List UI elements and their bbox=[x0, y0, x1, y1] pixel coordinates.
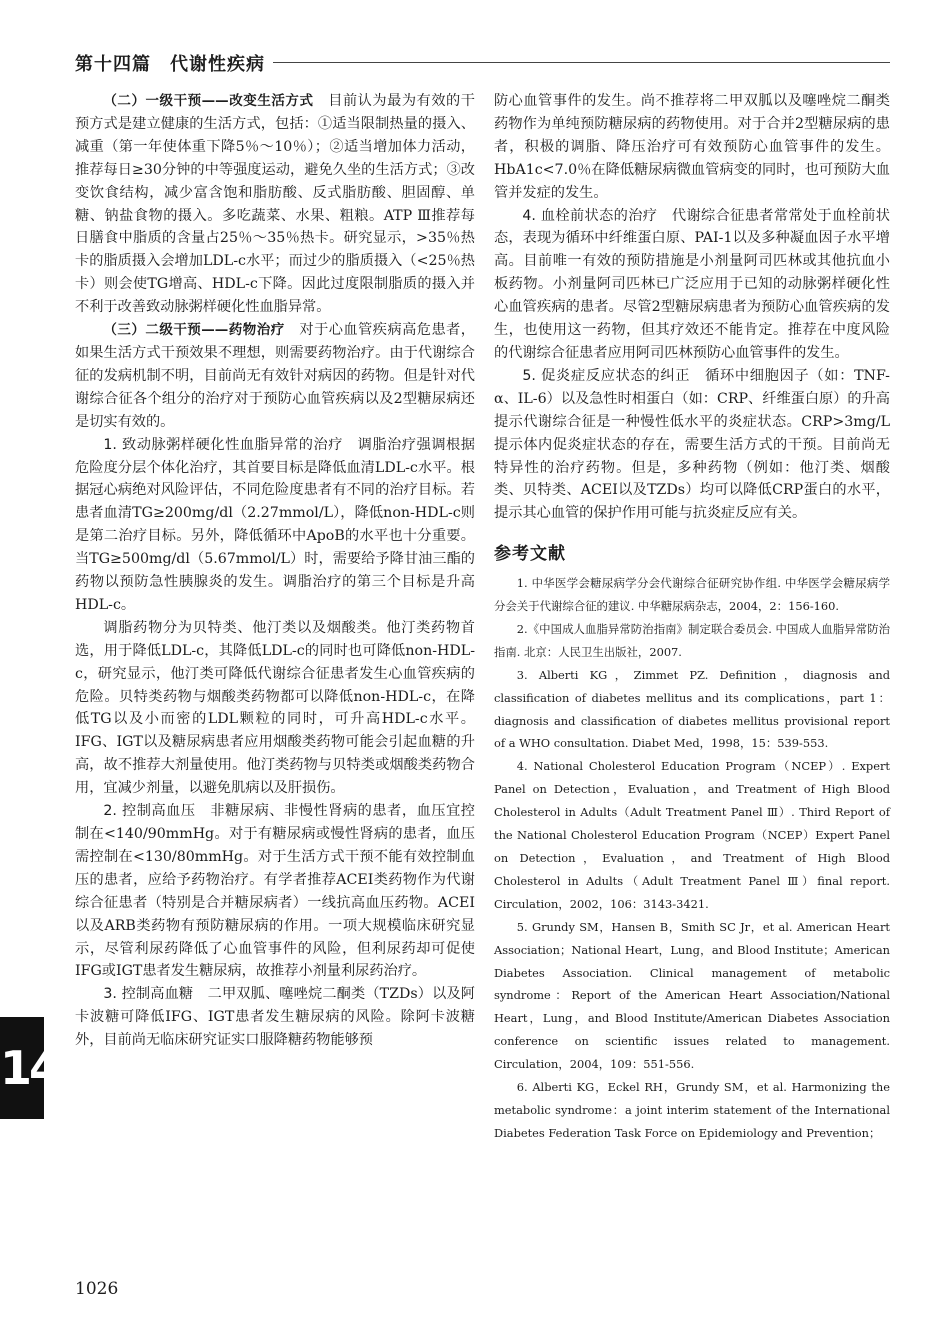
chapter-tab: 14 bbox=[0, 1017, 44, 1119]
left-column bbox=[75, 90, 475, 1052]
part-title: 第十四篇 代谢性疾病 bbox=[75, 54, 265, 75]
paragraph-text: 二甲双胍、噻唑烷二酮类（TZDs）以及阿卡波糖可降低IFG、IGT患者发生糖尿病的风险。除阿卡波糖外，目前尚无临床研究证实口服降糖药物能够预 bbox=[75, 986, 475, 1049]
subheading-hypertension: 2. 控制高血压 bbox=[103, 803, 196, 820]
subheading-hyperglycemia: 3. 控制高血糖 bbox=[103, 986, 194, 1003]
paragraph-text: 目前认为最为有效的干预方式是建立健康的生活方式，包括：①适当限制热量的摄入、减重（第一年使体重下降5％～10％）；②适当增加体力活动，推荐每日≥30分钟的中等强度运动，避免久坐的生活方式；③改变饮食结构，减少富含饱和脂肪酸、反式脂肪酸、胆固醇、单糖、钠盐食物的摄入。多吃蔬菜、水果、粗粮。ATP Ⅲ推荐每日膳食中脂质的含量占25％～35％热卡。研究显示，>35％热卡的脂质摄入会增加LDL-c水平；而过少的脂质摄入（<25％热卡）则会使TG增高、HDL-c下降。因此过度限制脂质的摄入并不利于改善致动脉粥样硬化性血脂异常。 bbox=[75, 93, 475, 316]
paragraph-text: 对于心血管疾病高危患者，如果生活方式干预效果不理想，则需要药物治疗。由于代谢综合征的发病机制不明，目前尚无有效针对病因的药物。但是针对代谢综合征各个组分的治疗对于预防心血管疾病以及2型糖尿病还是切实有效的。 bbox=[75, 322, 475, 430]
reference-item: 3. Alberti KG，Zimmet PZ. Definition，diagnosis and classification of diabetes mellitus and its complications，part 1：diagnosis and classification of diabetes mellitus provisional report of a WHO consultation. Diabet Med，1998，15：539-553. bbox=[494, 667, 890, 751]
reference-item: 6. Alberti KG，Eckel RH，Grundy SM，et al. Harmonizing the metabolic syndrome：a joint interim statement of the International Diabetes Federation Task Force on Epidemiology and Prevention； bbox=[494, 1080, 890, 1140]
references-list bbox=[494, 572, 890, 1145]
paragraph-secondary-intervention bbox=[75, 319, 475, 434]
paragraph-text: 代谢综合征患者常常处于血栓前状态，表现为循环中纤维蛋白原、PAI-1以及多种凝血因子水平增高。目前唯一有效的预防措施是小剂量阿司匹林或其他抗血小板药物。小剂量阿司匹林已广泛应用于已知的动脉粥样硬化性心血管疾病的患者。尽管2型糖尿病患者为预防心血管疾病的发生，也使用这一药物，但其疗效还不能肯定。推荐在中度风险的代谢综合征患者应用阿司匹林预防心血管事件的发生。 bbox=[494, 207, 890, 361]
subheading-prothrombotic: 4. 血栓前状态的治疗 bbox=[522, 207, 658, 224]
subheading-secondary-intervention: （三）二级干预——药物治疗 bbox=[103, 322, 285, 339]
paragraph-proinflammatory bbox=[494, 365, 890, 525]
right-column bbox=[494, 90, 890, 1145]
paragraph-continued: 防心血管事件的发生。尚不推荐将二甲双胍以及噻唑烷二酮类药物作为单纯预防糖尿病的药物使用。对于合并2型糖尿病的患者，积极的调脂、降压治疗可有效预防心血管事件的发生。HbA1c<7.0％在降低糖尿病微血管病变的同时，也可预防大血管并发症的发生。 bbox=[494, 93, 890, 201]
subheading-proinflammatory: 5. 促炎症反应状态的纠正 bbox=[522, 367, 691, 384]
reference-item: 5. Grundy SM，Hansen B，Smith SC Jr，et al. American Heart Association；National Heart，Lung，and Blood Institute；American Diabetes Association. Clinical management of metabolic syndrome：Report of the American Heart Association/National Heart，Lung，and Blood Institute/American Diabetes Association conference on scientific issues related to management. Circulation，2004，109：551-556. bbox=[494, 919, 890, 1072]
reference-item: 4. National Cholesterol Education Program（NCEP）. Expert Panel on Detection，Evaluation，and Treatment of High Blood Cholesterol in Adults（Adult Treatment Panel Ⅲ）. Third Report of the National Cholesterol Education Program（NCEP）Expert Panel on Detection，Evaluation，and Treatment of High Blood Cholesterol in Adults（Adult Treatment Panel Ⅲ）final report. Circulation，2002，106：3143-3421. bbox=[494, 759, 890, 911]
header-rule bbox=[273, 62, 890, 63]
paragraph-text: 调脂治疗强调根据危险度分层个体化治疗，其首要目标是降低血清LDL-c水平。根据冠心病绝对风险评估，不同危险度患者有不同的治疗目标。若患者血清TG≥200mg/dl（2.27mmol/L），降低non-HDL-c则是第二治疗目标。另外，降低循环中ApoB的水平也十分重要。当TG≥500mg/dl（5.67mmol/L）时，需要给予降甘油三酯的药物以预防急性胰腺炎的发生。调脂治疗的第三个目标是升高HDL-c。 bbox=[75, 436, 475, 613]
subheading-dyslipidemia: 1. 致动脉粥样硬化性血脂异常的治疗 bbox=[103, 436, 343, 453]
paragraph-dyslipidemia bbox=[75, 434, 475, 617]
page-header bbox=[75, 42, 890, 82]
paragraph-prothrombotic bbox=[494, 205, 890, 365]
subheading-primary-intervention: （二）一级干预——改变生活方式 bbox=[103, 93, 314, 109]
paragraph-lipid-drugs: 调脂药物分为贝特类、他汀类以及烟酸类。他汀类药物首选，用于降低LDL-c，其降低LDL-c的同时也可降低non-HDL-c，研究显示，他汀类可降低代谢综合征患者发生心血管疾病的危险。贝特类药物与烟酸类药物都可以降低non-HDL-c，在降低TG以及小而密的LDL颗粒的同时，可升高HDL-c水平。IFG、IGT以及糖尿病患者应用烟酸类药物可能会引起血糖的升高，故不推荐大剂量使用。他汀类药物与贝特类或烟酸类药物合用，宜减少剂量，以避免肌病以及肝损伤。 bbox=[75, 619, 475, 797]
paragraph-text: 非糖尿病、非慢性肾病的患者，血压宜控制在<140/90mmHg。对于有糖尿病或慢性肾病的患者，血压需控制在<130/80mmHg。对于生活方式干预不能有效控制血压的患者，应给予药物治疗。有学者推荐ACEI类药物作为代谢综合征患者（特别是合并糖尿病者）一线抗高血压药物。ACEI以及ARB类药物有预防糖尿病的作用。一项大规模临床研究显示，尽管利尿药降低了心血管事件的风险，但利尿药却可促使IFG或IGT患者发生糖尿病，故推荐小剂量利尿药治疗。 bbox=[75, 803, 475, 980]
paragraph-hypertension bbox=[75, 800, 475, 983]
paragraph-hyperglycemia bbox=[75, 983, 475, 1052]
paragraph-primary-intervention bbox=[75, 90, 475, 319]
reference-item: 1. 中华医学会糖尿病学分会代谢综合征研究协作组. 中华医学会糖尿病学分会关于代谢综合征的建议. 中华糖尿病杂志，2004，2：156-160. bbox=[494, 576, 890, 614]
page-number: 1026 bbox=[75, 1279, 119, 1299]
references-heading: 参考文献 bbox=[494, 544, 566, 565]
reference-item: 2.《中国成人血脂异常防治指南》制定联合委员会. 中国成人血脂异常防治指南. 北京：人民卫生出版社，2007. bbox=[494, 621, 890, 659]
paragraph-text: 循环中细胞因子（如：TNF-α、IL-6）以及急性时相蛋白（如：CRP、纤维蛋白原）的升高提示代谢综合征是一种慢性低水平的炎症状态。CRP>3mg/L提示体内促炎症状态的存在，需要生活方式的干预。目前尚无特异性的治疗药物。但是，多种药物（例如：他汀类、烟酸类、贝特类、ACEI以及TZDs）均可以降低CRP蛋白的水平，提示其心血管的保护作用可能与抗炎症反应有关。 bbox=[494, 367, 890, 522]
